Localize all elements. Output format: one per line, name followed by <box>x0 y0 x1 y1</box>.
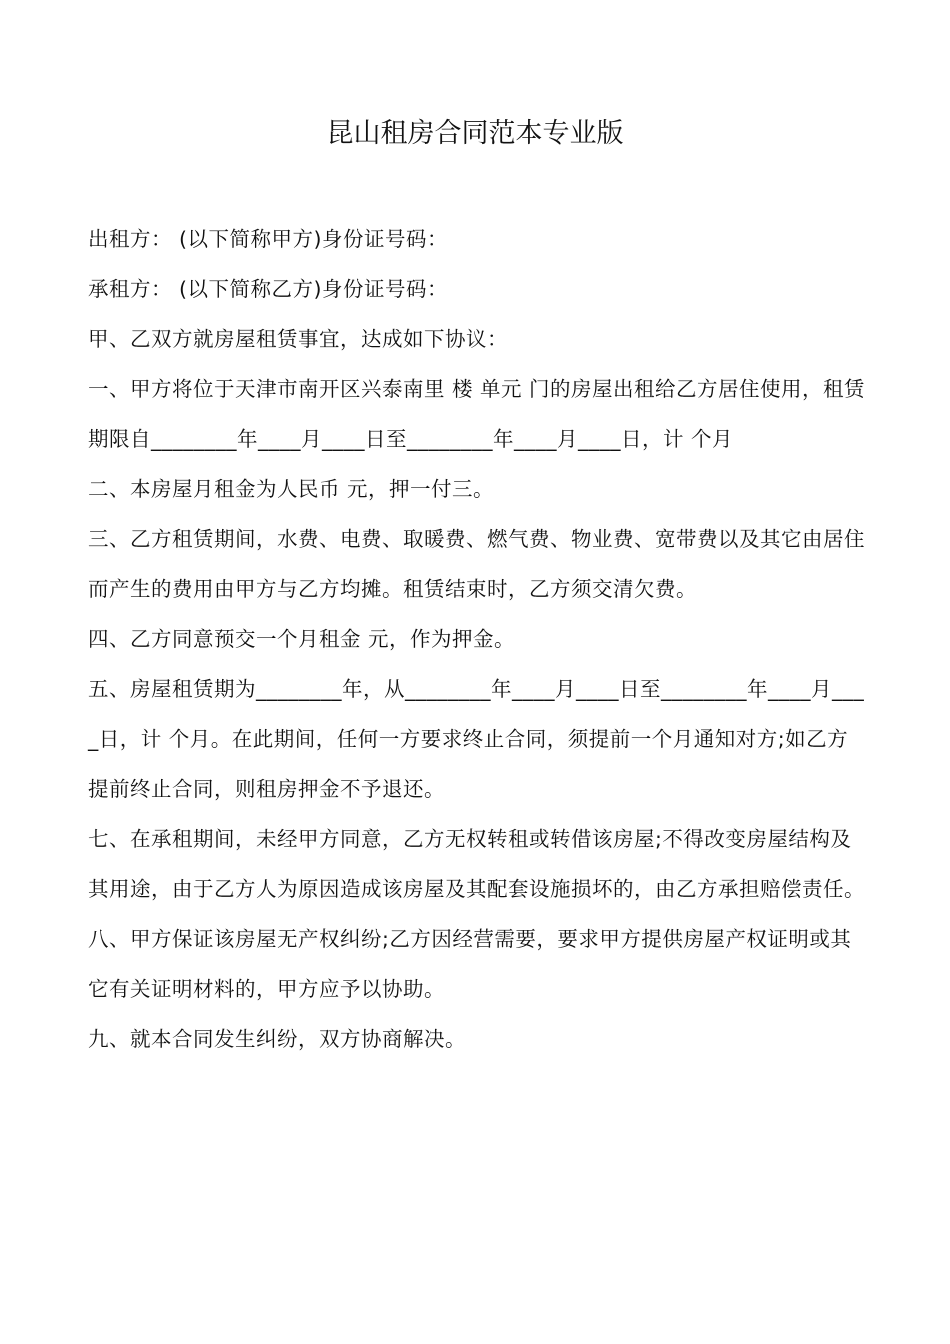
document-body <box>88 214 868 1064</box>
paragraph-clause-3: 三、乙方租赁期间，水费、电费、取暖费、燃气费、物业费、宽带费以及其它由居住而产生的费用由甲方与乙方均摊。租赁结束时，乙方须交清欠费。 <box>88 527 865 601</box>
paragraph-clause-7: 七、在承租期间，未经甲方同意，乙方无权转租或转借该房屋;不得改变房屋结构及其用途，由于乙方人为原因造成该房屋及其配套设施损坏的，由乙方承担赔偿责任。 <box>88 827 865 901</box>
paragraph-clause-1: 一、甲方将位于天津市南开区兴泰南里 楼 单元 门的房屋出租给乙方居住使用，租赁期限自________年____月____日至________年____月____日，计 个月 <box>88 377 866 451</box>
paragraph-clause-9: 九、就本合同发生纠纷，双方协商解决。 <box>88 1027 466 1051</box>
paragraph-clause-5: 五、房屋租赁期为________年，从________年____月____日至________年____月____日，计 个月。在此期间，任何一方要求终止合同，须提前一个月通知对方;如乙方提前终止合同，则租房押金不予退还。 <box>88 677 865 801</box>
paragraph-clause-2: 二、本房屋月租金为人民币 元，押一付三。 <box>88 477 495 501</box>
paragraph-clause-4: 四、乙方同意预交一个月租金 元，作为押金。 <box>88 627 516 651</box>
document-title: 昆山租房合同范本专业版 <box>326 118 624 149</box>
paragraph-agreement-intro: 甲、乙双方就房屋租赁事宜，达成如下协议： <box>88 327 508 351</box>
paragraph-lessee: 承租方： (以下简称乙方)身份证号码： <box>88 277 449 301</box>
paragraph-clause-8: 八、甲方保证该房屋无产权纠纷;乙方因经营需要，要求甲方提供房屋产权证明或其它有关证明材料的，甲方应予以协助。 <box>88 927 852 1001</box>
paragraph-lessor: 出租方： (以下简称甲方)身份证号码： <box>88 227 449 251</box>
